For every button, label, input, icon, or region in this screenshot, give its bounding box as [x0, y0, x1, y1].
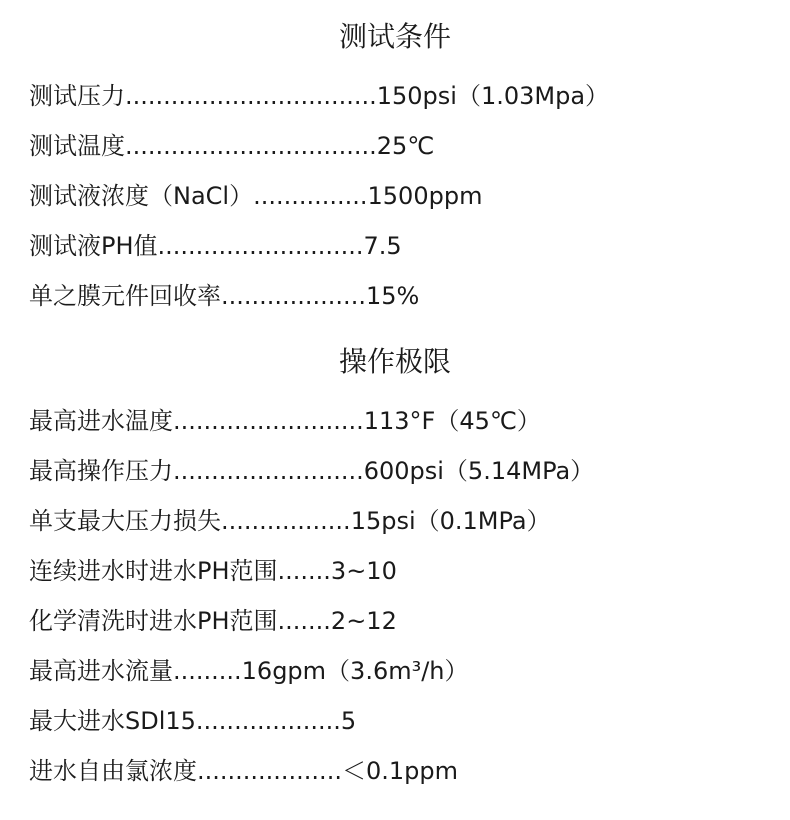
spec-row-cleaning-ph-range: 化学清洗时进水PH范围.......2~12 — [29, 607, 397, 635]
test-conditions-list — [29, 78, 609, 328]
spec-row-max-pressure-drop: 单支最大压力损失.................15psi（0.1MPa） — [29, 507, 551, 535]
spec-row-max-operating-pressure: 最高操作压力.........................600psi（5.14MPa） — [29, 457, 595, 485]
section-title-test-conditions: 测试条件 — [338, 20, 451, 53]
spec-row-test-solution-concentration: 测试液浓度（NaCl）...............1500ppm — [29, 182, 483, 210]
spec-row-element-recovery: 单之膜元件回收率...................15% — [29, 282, 420, 310]
operating-limits-list — [29, 403, 594, 803]
spec-row-test-temperature: 测试温度.................................25℃ — [29, 132, 435, 160]
spec-row-max-feed-flow: 最高进水流量.........16gpm（3.6m³/h） — [29, 657, 469, 685]
spec-row-test-pressure: 测试压力.................................150psi（1.03Mpa） — [29, 82, 610, 110]
spec-row-max-feed-temperature: 最高进水温度.........................113°F（45℃） — [29, 407, 541, 435]
spec-row-continuous-ph-range: 连续进水时进水PH范围.......3~10 — [29, 557, 397, 585]
spec-row-max-feed-sdi: 最大进水SDl15...................5 — [29, 707, 357, 735]
spec-row-free-chlorine: 进水自由氯浓度...................＜0.1ppm — [29, 757, 458, 785]
spec-row-test-solution-ph: 测试液PH值...........................7.5 — [29, 232, 402, 260]
section-title-operating-limits: 操作极限 — [338, 345, 451, 378]
